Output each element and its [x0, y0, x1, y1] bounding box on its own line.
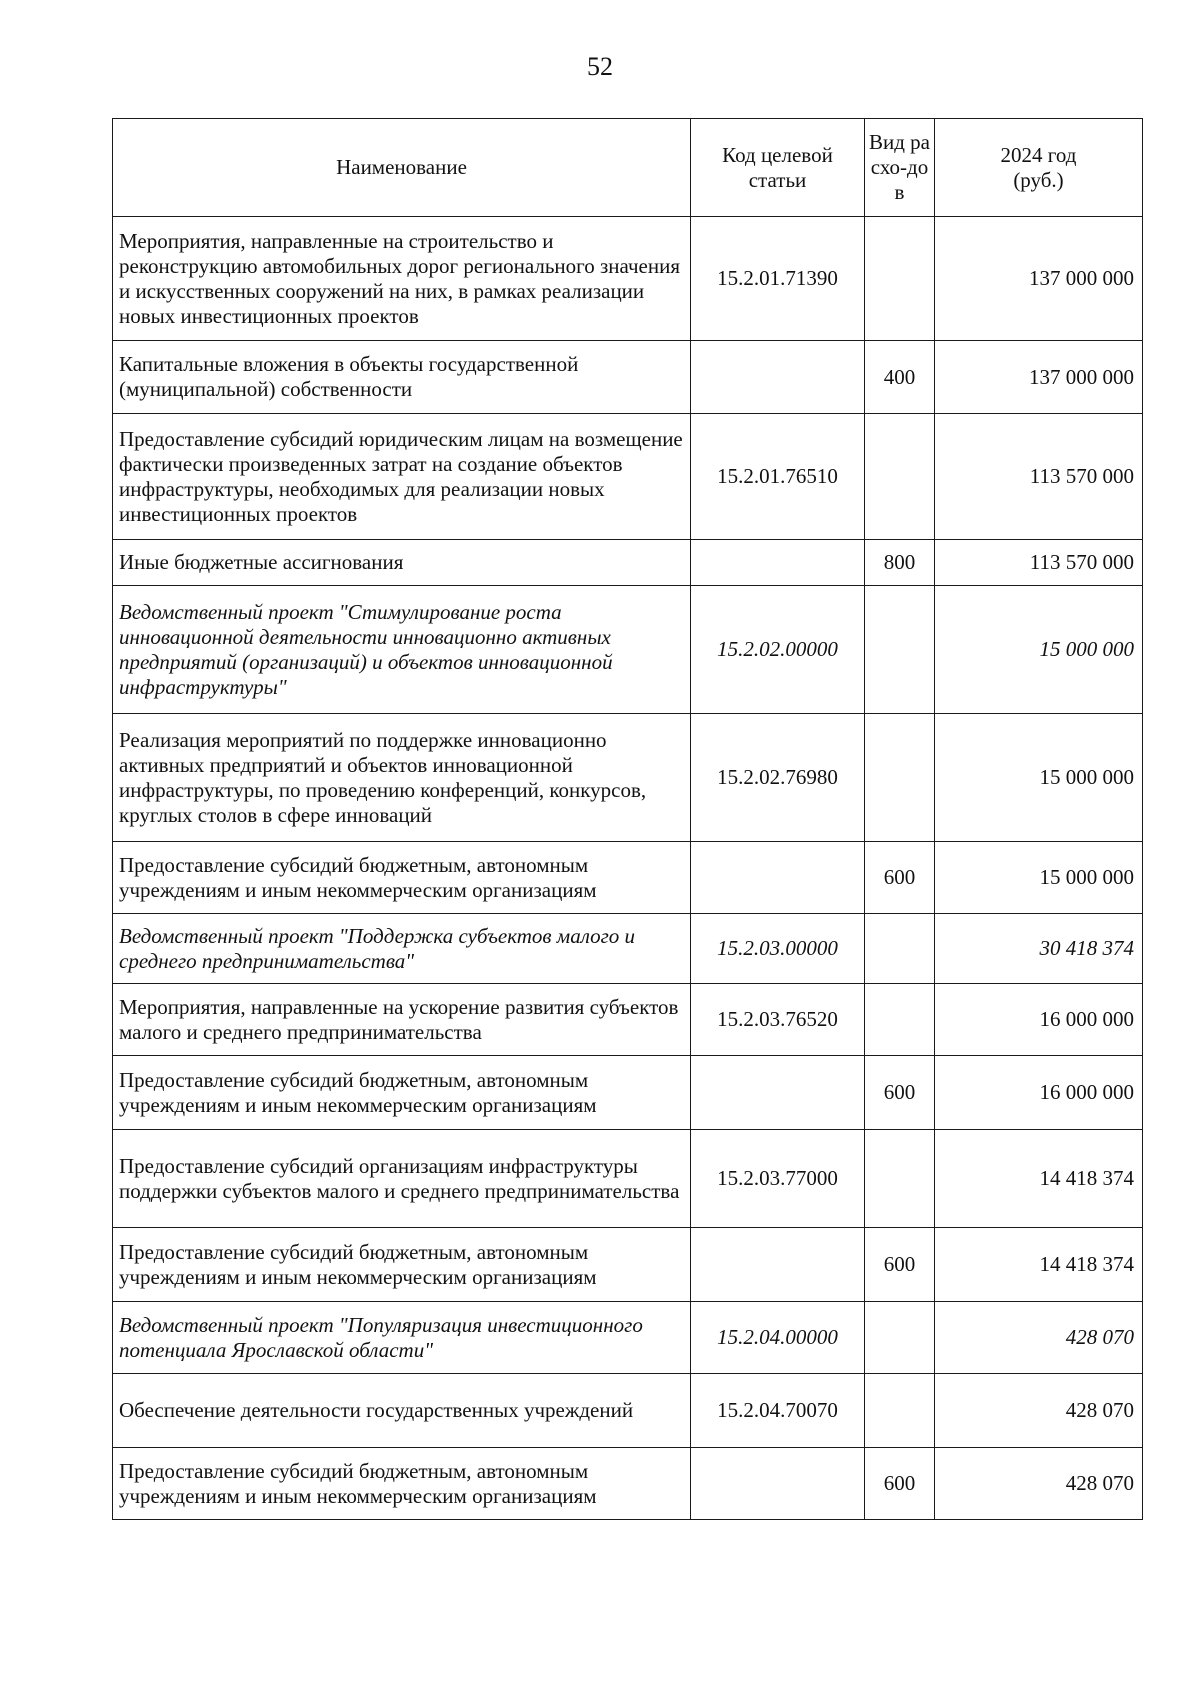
row-code	[691, 540, 865, 586]
row-amount: 428 070	[935, 1302, 1143, 1374]
row-name: Предоставление субсидий бюджетным, автономным учреждениям и иным некоммерческим организациям	[113, 1056, 691, 1130]
row-amount: 14 418 374	[935, 1228, 1143, 1302]
row-name: Предоставление субсидий бюджетным, автономным учреждениям и иным некоммерческим организациям	[113, 1228, 691, 1302]
row-kind	[865, 714, 935, 842]
row-name: Обеспечение деятельности государственных учреждений	[113, 1374, 691, 1448]
row-name: Предоставление субсидий организациям инфраструктуры поддержки субъектов малого и среднего предпринимательства	[113, 1130, 691, 1228]
row-kind: 400	[865, 341, 935, 414]
column-header-name	[113, 119, 691, 217]
table-row	[113, 714, 1143, 842]
row-code: 15.2.04.00000	[691, 1302, 865, 1374]
table-header-row	[113, 119, 1143, 217]
row-name: Иные бюджетные ассигнования	[113, 540, 691, 586]
row-name: Реализация мероприятий по поддержке инновационно активных предприятий и объектов инновационной инфраструктуры, по проведению конференций, конкурсов, круглых столов в сфере инноваций	[113, 714, 691, 842]
row-code	[691, 1448, 865, 1520]
row-code: 15.2.03.77000	[691, 1130, 865, 1228]
table-row	[113, 414, 1143, 540]
row-kind	[865, 1374, 935, 1448]
row-amount: 30 418 374	[935, 914, 1143, 984]
table-row	[113, 217, 1143, 341]
row-name: Мероприятия, направленные на ускорение развития субъектов малого и среднего предпринимательства	[113, 984, 691, 1056]
row-amount: 113 570 000	[935, 540, 1143, 586]
row-kind	[865, 586, 935, 714]
row-code	[691, 1056, 865, 1130]
column-header-amount-text: 2024 год (руб.)	[1000, 142, 1077, 192]
row-amount: 16 000 000	[935, 984, 1143, 1056]
row-amount: 15 000 000	[935, 714, 1143, 842]
row-amount: 137 000 000	[935, 217, 1143, 341]
row-name: Ведомственный проект "Популяризация инвестиционного потенциала Ярославской области"	[113, 1302, 691, 1374]
column-header-kind	[865, 119, 935, 217]
row-name: Предоставление субсидий бюджетным, автономным учреждениям и иным некоммерческим организациям	[113, 1448, 691, 1520]
row-name: Предоставление субсидий бюджетным, автономным учреждениям и иным некоммерческим организациям	[113, 842, 691, 914]
column-header-amount	[935, 119, 1143, 217]
row-amount: 428 070	[935, 1374, 1143, 1448]
table-row	[113, 1448, 1143, 1520]
row-code: 15.2.01.71390	[691, 217, 865, 341]
table-row	[113, 1130, 1143, 1228]
table-row	[113, 1228, 1143, 1302]
row-kind	[865, 217, 935, 341]
row-code	[691, 1228, 865, 1302]
row-name: Капитальные вложения в объекты государственной (муниципальной) собственности	[113, 341, 691, 414]
row-code: 15.2.04.70070	[691, 1374, 865, 1448]
row-kind: 600	[865, 1448, 935, 1520]
budget-table	[112, 118, 1143, 1520]
row-name: Ведомственный проект "Поддержка субъектов малого и среднего предпринимательства"	[113, 914, 691, 984]
row-name: Мероприятия, направленные на строительство и реконструкцию автомобильных дорог регионального значения и искусственных сооружений на них, в рамках реализации новых инвестиционных проектов	[113, 217, 691, 341]
row-code	[691, 341, 865, 414]
row-name: Ведомственный проект "Стимулирование роста инновационной деятельности инновационно активных предприятий (организаций) и объектов инновационной инфраструктуры"	[113, 586, 691, 714]
row-kind	[865, 914, 935, 984]
row-code: 15.2.03.00000	[691, 914, 865, 984]
row-kind	[865, 414, 935, 540]
table-row	[113, 842, 1143, 914]
row-code: 15.2.03.76520	[691, 984, 865, 1056]
row-name: Предоставление субсидий юридическим лицам на возмещение фактически произведенных затрат на создание объектов инфраструктуры, необходимых для реализации новых инвестиционных проектов	[113, 414, 691, 540]
column-header-name-text: Наименование	[336, 155, 467, 179]
row-kind: 600	[865, 1056, 935, 1130]
row-amount: 16 000 000	[935, 1056, 1143, 1130]
table-row	[113, 586, 1143, 714]
column-header-kind-text: Вид расхо-дов	[868, 130, 930, 204]
row-code: 15.2.02.76980	[691, 714, 865, 842]
row-code	[691, 842, 865, 914]
row-kind: 600	[865, 842, 935, 914]
row-kind: 600	[865, 1228, 935, 1302]
column-header-code-text: Код целевой статьи	[722, 142, 833, 192]
row-kind	[865, 1130, 935, 1228]
row-kind	[865, 984, 935, 1056]
table-row	[113, 540, 1143, 586]
table-row	[113, 1374, 1143, 1448]
page-number: 52	[587, 52, 613, 81]
row-kind: 800	[865, 540, 935, 586]
row-amount: 15 000 000	[935, 586, 1143, 714]
row-amount: 137 000 000	[935, 341, 1143, 414]
table-row	[113, 341, 1143, 414]
row-code: 15.2.01.76510	[691, 414, 865, 540]
table-row	[113, 1056, 1143, 1130]
table-row	[113, 984, 1143, 1056]
row-amount: 428 070	[935, 1448, 1143, 1520]
table-row	[113, 1302, 1143, 1374]
row-amount: 14 418 374	[935, 1130, 1143, 1228]
row-amount: 113 570 000	[935, 414, 1143, 540]
table-row	[113, 914, 1143, 984]
row-code: 15.2.02.00000	[691, 586, 865, 714]
row-kind	[865, 1302, 935, 1374]
row-amount: 15 000 000	[935, 842, 1143, 914]
column-header-code	[691, 119, 865, 217]
